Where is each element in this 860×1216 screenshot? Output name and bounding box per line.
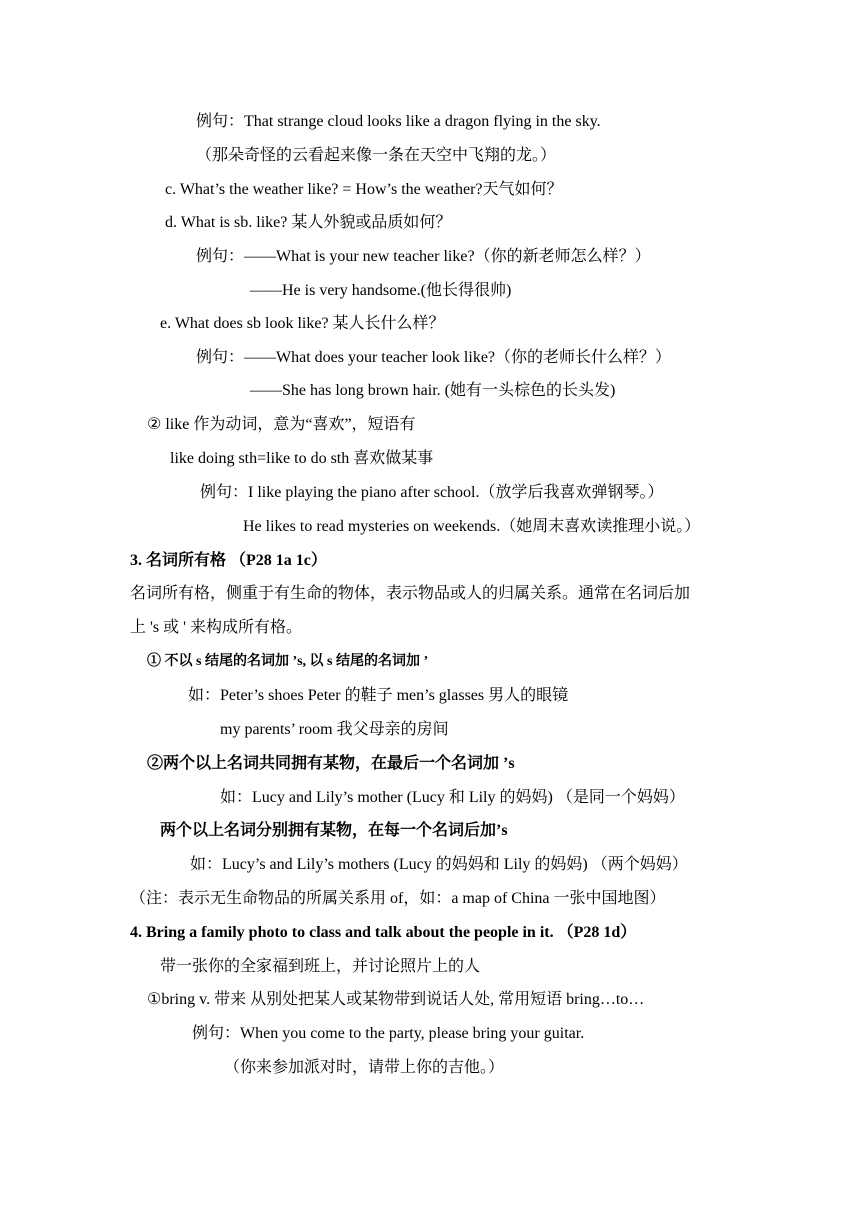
example-teacher-look: 例句：——What does your teacher look like?（你的老师长什么样？） xyxy=(196,349,672,366)
translation-cloud: （那朵奇怪的云看起来像一条在天空中飞翔的龙。） xyxy=(196,147,557,164)
rule-2-separate: 两个以上名词分别拥有某物，在每一个名词后加’s xyxy=(160,822,508,839)
section-3-heading: 3. 名词所有格 （P28 1a 1c） xyxy=(130,552,327,569)
example-new-teacher: 例句：——What is your new teacher like?（你的新老师怎么样？） xyxy=(196,248,651,265)
example-sentence-cloud: 例句：That strange cloud looks like a dragon flying in the sky. xyxy=(196,113,601,130)
rule-1-example-b: my parents’ room 我父母亲的房间 xyxy=(220,721,449,738)
bring-definition: ①bring v. 带来 从别处把某人或某物带到说话人处, 常用短语 bring…to… xyxy=(147,991,645,1008)
section-4-heading: 4. Bring a family photo to class and talk about the people in it. （P28 1d） xyxy=(130,924,637,941)
answer-handsome: ——He is very handsome.(他长得很帅) xyxy=(250,282,512,299)
example-guitar: 例句：When you come to the party, please bring your guitar. xyxy=(192,1025,585,1042)
answer-brown-hair: ——She has long brown hair. (她有一头棕色的长头发) xyxy=(250,382,616,399)
item-e-look-like: e. What does sb look like? 某人长什么样？ xyxy=(160,315,445,332)
example-mysteries: He likes to read mysteries on weekends.（她周末喜欢读推理小说。） xyxy=(243,518,701,535)
rule-1-example-a: 如：Peter’s shoes Peter 的鞋子 men’s glasses 男人的眼镜 xyxy=(188,687,569,704)
section-4-translation: 带一张你的全家福到班上，并讨论照片上的人 xyxy=(160,958,481,975)
rule-2-example: 如：Lucy and Lily’s mother (Lucy 和 Lily 的妈妈) （是同一个妈妈） xyxy=(220,789,685,806)
possessive-explanation-1: 名词所有格，侧重于有生命的物体，表示物品或人的归属关系。通常在名词后加 xyxy=(130,585,691,602)
rule-2-separate-example: 如：Lucy’s and Lily’s mothers (Lucy 的妈妈和 Lily 的妈妈) （两个妈妈） xyxy=(190,856,688,873)
like-as-verb: ② like 作为动词，意为“喜欢”，短语有 xyxy=(147,416,416,433)
rule-2-joint: ②两个以上名词共同拥有某物，在最后一个名词加 ’s xyxy=(147,755,515,772)
possessive-explanation-2: 上 's 或 ' 来构成所有格。 xyxy=(130,619,302,636)
item-c-weather: c. What’s the weather like? = How’s the weather?天气如何？ xyxy=(165,181,563,198)
example-piano: 例句：I like playing the piano after school.（放学后我喜欢弹钢琴。） xyxy=(200,484,664,501)
translation-guitar: （你来参加派对时，请带上你的吉他。） xyxy=(224,1059,505,1076)
rule-1: ① 不以 s 结尾的名词加 ’s, 以 s 结尾的名词加 ’ xyxy=(147,654,429,669)
note-of-possessive: （注：表示无生命物品的所属关系用 of，如：a map of China 一张中国地图） xyxy=(130,890,666,907)
item-d-what-is-like: d. What is sb. like? 某人外貌或品质如何？ xyxy=(165,214,452,231)
like-doing-phrase: like doing sth=like to do sth 喜欢做某事 xyxy=(170,450,434,467)
